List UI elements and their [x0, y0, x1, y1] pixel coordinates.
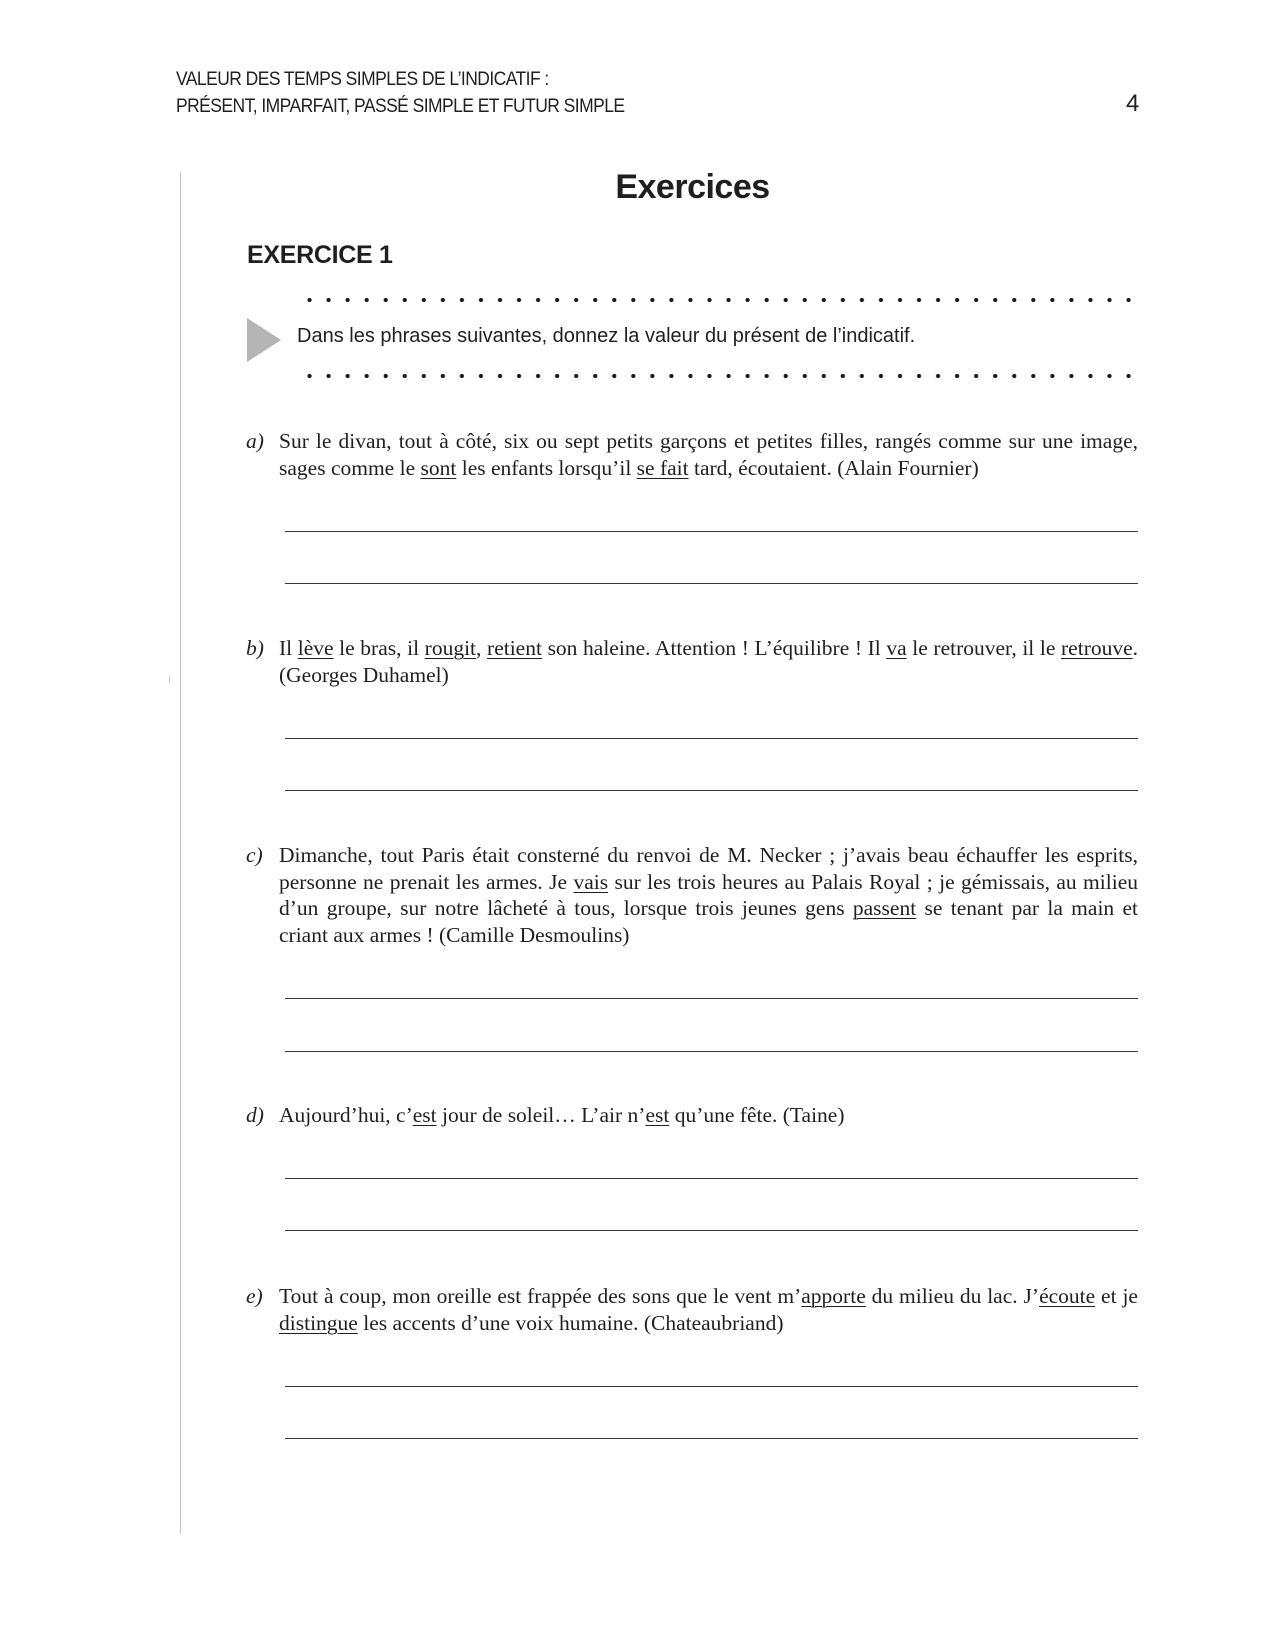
text-segment: Dimanche, tout Paris était consterné du renvoi de M. Necker ; j’avais beau échauffer les esprits, personne ne prenait les armes. Je [279, 843, 1138, 894]
underlined-verb: lève [297, 636, 334, 660]
text-segment: le bras, il [333, 636, 425, 660]
answer-line[interactable] [285, 738, 1138, 739]
answer-line[interactable] [285, 583, 1138, 584]
underlined-verb: distingue [279, 1310, 358, 1335]
text-segment: sur les trois heures au Palais Royal ; je gémissais, au milieu d’un groupe, sur notre lâcheté à tous, lorsque trois jeunes gens [279, 869, 1138, 920]
margin-rule [180, 172, 181, 1534]
question-label: b) [246, 636, 264, 660]
question-e [246, 1283, 1138, 1336]
margin-tick [169, 676, 170, 683]
question-label: d) [246, 1103, 264, 1127]
answer-line[interactable] [285, 998, 1138, 999]
text-segment: . (Georges Duhamel) [279, 636, 1139, 687]
question-label: a) [246, 429, 264, 453]
text-segment: les accents d’une voix humaine. (Chateaubriand) [357, 1310, 784, 1335]
underlined-verb: apporte [801, 1284, 866, 1308]
underlined-verb: est [645, 1103, 670, 1127]
answer-line[interactable] [285, 1051, 1138, 1052]
answer-line[interactable] [285, 1438, 1138, 1439]
dotted-rule-bottom [300, 373, 1138, 379]
question-label: c) [246, 843, 263, 867]
text-segment: jour de soleil… L’air n’ [436, 1103, 646, 1127]
underlined-verb: passent [852, 896, 917, 920]
text-segment: qu’une fête. (Taine) [669, 1103, 845, 1127]
page-number: 4 [1126, 90, 1140, 117]
question-text [279, 842, 1138, 948]
text-segment: son haleine. Attention ! L’équilibre ! Il [541, 636, 887, 660]
question-label: e) [246, 1284, 263, 1308]
question-a [246, 428, 1138, 481]
question-b [246, 635, 1138, 688]
play-triangle-icon [247, 318, 281, 362]
dotted-rule-top [300, 297, 1138, 303]
text-segment: Il [279, 636, 298, 660]
underlined-verb: est [412, 1103, 437, 1127]
answer-line[interactable] [285, 1178, 1138, 1179]
answer-line[interactable] [285, 1386, 1138, 1387]
text-segment: les enfants lorsqu’il [456, 455, 637, 480]
text-segment: tard, écoutaient. (Alain Fournier) [688, 455, 979, 480]
question-d [246, 1102, 1138, 1129]
question-c [246, 842, 1138, 948]
running-header-line-2: PRÉSENT, IMPARFAIT, PASSÉ SIMPLE ET FUTUR SIMPLE [176, 96, 625, 117]
answer-line[interactable] [285, 1230, 1138, 1231]
text-segment: , [476, 636, 488, 660]
underlined-verb: sont [420, 455, 457, 480]
running-header-line-1: VALEUR DES TEMPS SIMPLES DE L’INDICATIF : [176, 69, 549, 90]
text-segment: Sur le divan, tout à côté, six ou sept petits garçons et petites filles, rangés comme sur une image, sages comme le [279, 429, 1138, 480]
text-segment: Tout à coup, mon oreille est frappée des sons que le vent m’ [279, 1284, 802, 1308]
underlined-verb: rougit [424, 636, 477, 660]
text-segment: le retrouver, il le [906, 636, 1062, 660]
text-segment: du milieu du lac. J’ [865, 1284, 1040, 1308]
running-header [176, 66, 625, 120]
exercise-instruction: Dans les phrases suivantes, donnez la valeur du présent de l’indicatif. [297, 325, 916, 347]
exercise-title: EXERCICE 1 [247, 241, 393, 269]
underlined-verb: se fait [636, 455, 689, 480]
underlined-verb: vais [573, 869, 609, 894]
question-text [279, 1283, 1138, 1336]
underlined-verb: retient [487, 636, 542, 660]
underlined-verb: retrouve [1061, 636, 1133, 660]
answer-line[interactable] [285, 531, 1138, 532]
section-title: Exercices [615, 168, 770, 206]
question-text [279, 428, 1138, 481]
underlined-verb: écoute [1039, 1284, 1096, 1308]
question-text [279, 635, 1138, 688]
underlined-verb: va [886, 636, 907, 660]
text-segment: et je [1095, 1284, 1138, 1308]
question-text [279, 1102, 1138, 1129]
text-segment: se tenant par la main et criant aux armes ! (Camille Desmoulins) [279, 896, 1138, 947]
answer-line[interactable] [285, 790, 1138, 791]
text-segment: Aujourd’hui, c’ [279, 1103, 413, 1127]
